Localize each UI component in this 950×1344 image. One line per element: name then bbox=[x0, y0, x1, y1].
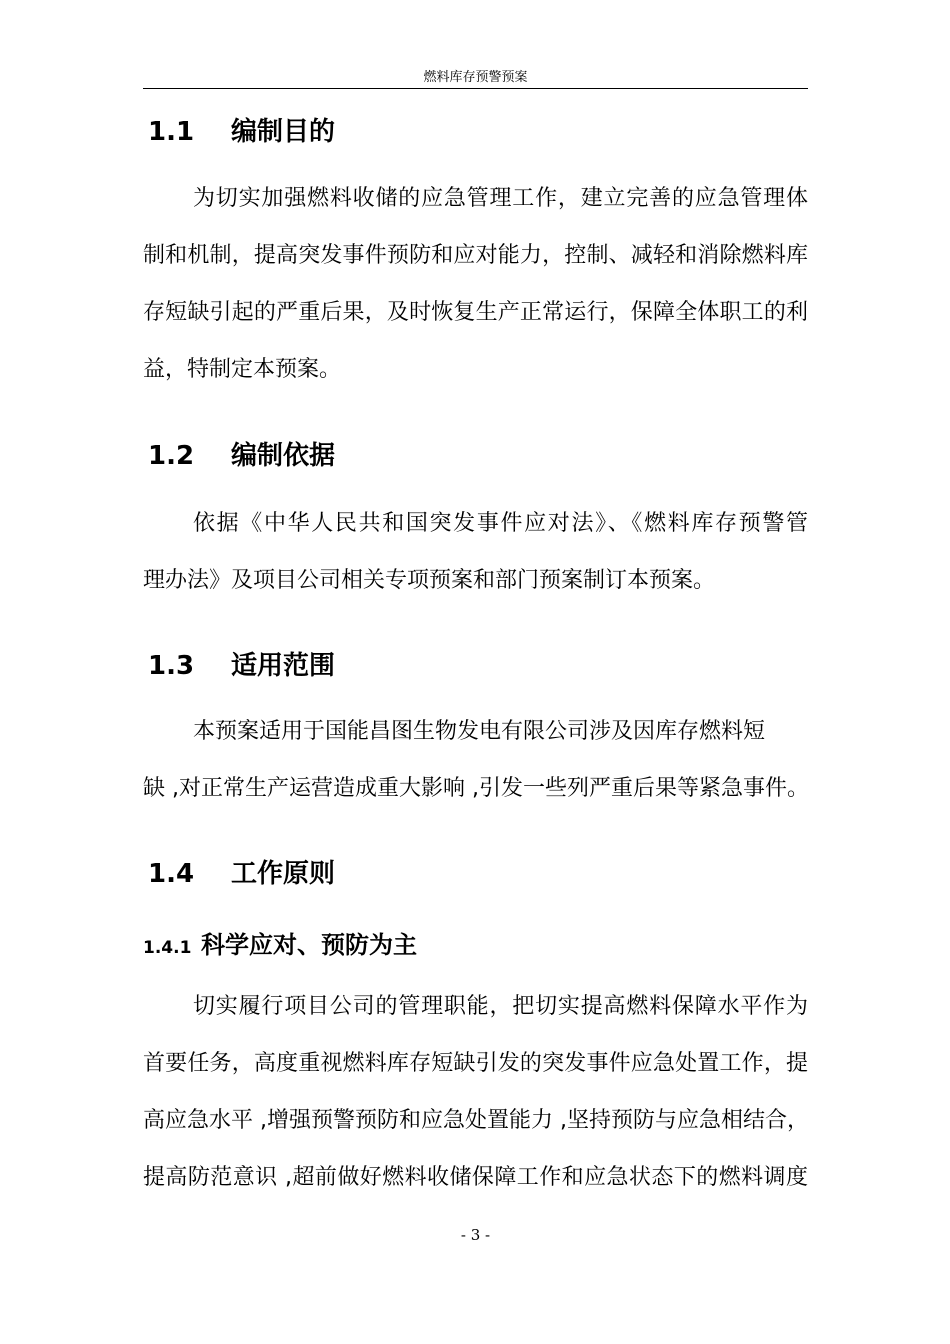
page-number: - 3 - bbox=[460, 1226, 491, 1244]
subsection-title: 科学应对、预防为主 bbox=[201, 931, 417, 959]
paragraph-line: 依据《中华人民共和国突发事件应对法》、《燃料库存预警管 bbox=[193, 511, 808, 536]
paragraph-line: 存短缺引起的严重后果，及时恢复生产正常运行，保障全体职工的利 bbox=[143, 300, 808, 325]
paragraph-line: 缺 ,对正常生产运营造成重大影响 ,引发一些列严重后果等紧急事件。 bbox=[143, 776, 809, 801]
section-title: 编制依据 bbox=[231, 441, 336, 471]
section-number: 1.4 bbox=[148, 859, 195, 889]
section-heading-1-3 bbox=[143, 648, 335, 684]
section-heading-1-1 bbox=[143, 114, 335, 150]
section-number: 1.1 bbox=[148, 117, 195, 147]
paragraph-line: 切实履行项目公司的管理职能，把切实提高燃料保障水平作为 bbox=[193, 994, 808, 1019]
paragraph-line: 为切实加强燃料收储的应急管理工作，建立完善的应急管理体 bbox=[193, 186, 808, 211]
paragraph-line: 提高防范意识 ,超前做好燃料收储保障工作和应急状态下的燃料调度 bbox=[143, 1165, 808, 1190]
subsection-number: 1.4.1 bbox=[143, 938, 192, 958]
section-number: 1.2 bbox=[148, 441, 195, 471]
section-title: 适用范围 bbox=[231, 651, 336, 681]
header-rule bbox=[143, 88, 808, 89]
section-title: 工作原则 bbox=[231, 859, 336, 889]
section-number: 1.3 bbox=[148, 651, 195, 681]
paragraph-line: 理办法》及项目公司相关专项预案和部门预案制订本预案。 bbox=[143, 568, 716, 593]
section-heading-1-4 bbox=[143, 856, 335, 892]
section-title: 编制目的 bbox=[231, 117, 336, 147]
subsection-heading-1-4-1 bbox=[143, 929, 417, 964]
paragraph-line: 高应急水平 ,增强预警预防和应急处置能力 ,坚持预防与应急相结合， bbox=[143, 1108, 809, 1133]
section-heading-1-2 bbox=[143, 438, 335, 474]
paragraph-line: 本预案适用于国能昌图生物发电有限公司涉及因库存燃料短 bbox=[193, 719, 766, 744]
paragraph-line: 益，特制定本预案。 bbox=[143, 357, 342, 382]
paragraph-line: 首要任务，高度重视燃料库存短缺引发的突发事件应急处置工作，提 bbox=[143, 1051, 808, 1076]
running-header: 燃料库存预警预案 bbox=[423, 70, 528, 85]
paragraph-line: 制和机制，提高突发事件预防和应对能力，控制、减轻和消除燃料库 bbox=[143, 243, 808, 268]
